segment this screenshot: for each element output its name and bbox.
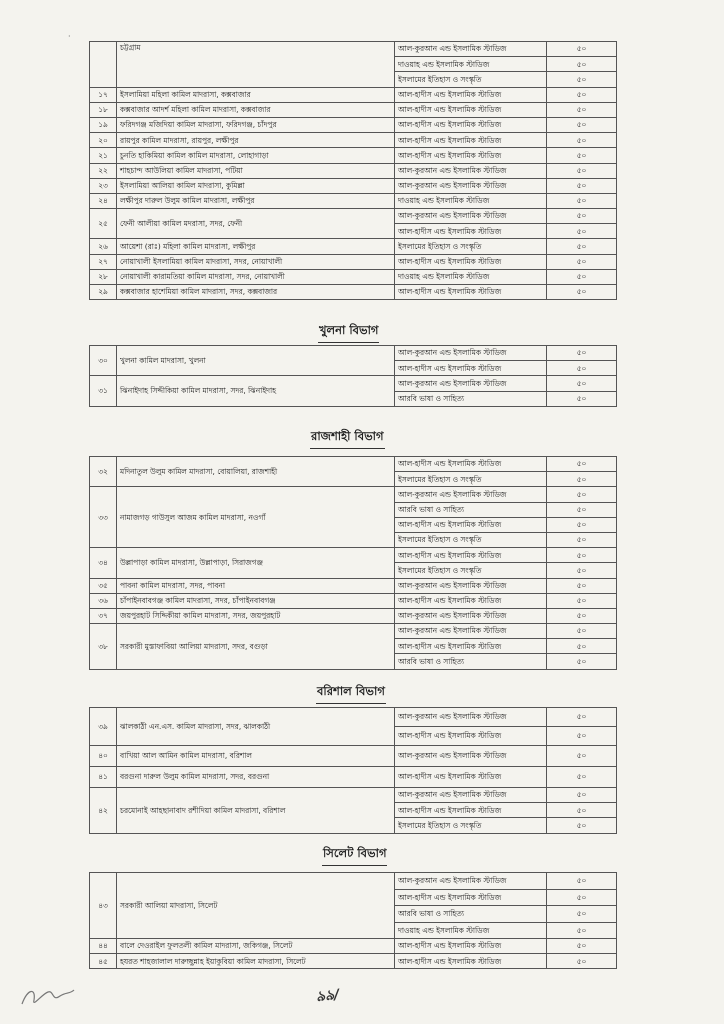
seat-cell: ৫০ [547, 708, 617, 727]
serial-cell: ৩২ [90, 457, 117, 487]
subject-cell: আল-হাদীস এন্ড ইসলামিক স্টাডিজ [395, 548, 547, 563]
subject-cell: আল-হাদীস এন্ড ইসলামিক স্টাডিজ [395, 117, 547, 132]
madrasa-name: ইসলামিয়া আলিয়া কামিল মাদরাসা, কুমিল্লা [117, 178, 395, 193]
madrasa-name: মদিনাতুল উলুম কামিল মাদরাসা, বোয়ালিয়া, রাজশাহী [117, 457, 395, 487]
subject-cell: ইসলামের ইতিহাস ও সংস্কৃতি [395, 472, 547, 487]
madrasa-name: হযরত শাহজালাল দারুচ্ছুন্নাহ ইয়াকুবিয়া কামিল মাদরাসা, সিলেট [117, 954, 395, 969]
table-row [90, 624, 617, 639]
table-row [90, 163, 617, 178]
subject-cell: আল-হাদীস এন্ড ইসলামিক স্টাডিজ [395, 939, 547, 954]
subject-cell: আল-হাদীস এন্ড ইসলামিক স্টাডিজ [395, 224, 547, 239]
subject-cell: আল-কুরআন এন্ড ইসলামিক স্টাডিজ [395, 487, 547, 502]
seat-cell: ৫০ [547, 906, 617, 923]
table-row [90, 178, 617, 193]
table-row [90, 487, 617, 502]
madrasa-name: কক্সবাজার হাশেমিয়া কামিল মাদরাসা, সদর, কক্সবাজার [117, 285, 395, 300]
subject-cell: আরবি ভাষা ও সাহিত্য [395, 391, 547, 406]
serial-cell: ৪৪ [90, 939, 117, 954]
table-row [90, 117, 617, 132]
serial-cell: ২০ [90, 133, 117, 148]
seat-cell: ৫০ [547, 285, 617, 300]
table-row [90, 148, 617, 163]
madrasa-name: বাখিয়া আল আমিন কামিল মাদরাসা, বরিশাল [117, 746, 395, 767]
subject-cell: আল-কুরআন এন্ড ইসলামিক স্টাডিজ [395, 376, 547, 391]
subject-cell: আল-কুরআন এন্ড ইসলামিক স্টাডিজ [395, 42, 547, 57]
subject-cell: আল-হাদীস এন্ড ইসলামিক স্টাডিজ [395, 889, 547, 906]
subject-cell: আল-হাদীস এন্ড ইসলামিক স্টাডিজ [395, 457, 547, 472]
seat-cell: ৫০ [547, 209, 617, 224]
seat-cell: ৫০ [547, 502, 617, 517]
table-row [90, 102, 617, 117]
subject-cell: দাওয়াহ এন্ড ইসলামিক স্টাডিজ [395, 193, 547, 208]
serial-cell: ১৭ [90, 87, 117, 102]
seat-cell: ৫০ [547, 954, 617, 969]
subject-cell: আল-কুরআন এন্ড ইসলামিক স্টাডিজ [395, 788, 547, 803]
serial-cell: ১৮ [90, 102, 117, 117]
madrasa-name: ঝিনাইদাহ সিদ্দীকিয়া কামিল মাদরাসা, সদর, ঝিনাইদাহ [117, 376, 395, 406]
subject-cell: আল-কুরআন এন্ড ইসলামিক স্টাডিজ [395, 163, 547, 178]
madrasa-name: ঝালকাঠী এন.এস. কামিল মাদরাসা, সদর, ঝালকাঠী [117, 708, 395, 746]
madrasa-name: রায়পুর কামিল মাদরাসা, রায়পুর, লক্ষীপুর [117, 133, 395, 148]
serial-cell: ৪১ [90, 767, 117, 788]
seat-cell: ৫০ [547, 254, 617, 269]
seat-cell: ৫০ [547, 818, 617, 833]
subject-cell: ইসলামের ইতিহাস ও সংস্কৃতি [395, 532, 547, 547]
subject-cell: আল-হাদীস এন্ড ইসলামিক স্টাডিজ [395, 954, 547, 969]
seat-cell: ৫০ [547, 102, 617, 117]
madrasa-name: কক্সবাজার আদর্শ মহিলা কামিল মাদরাসা, কক্সবাজার [117, 102, 395, 117]
seat-cell: ৫০ [547, 457, 617, 472]
serial-cell: ৩৯ [90, 708, 117, 746]
serial-cell: ২৫ [90, 209, 117, 239]
madrasa-name: নোয়াখালী কারামতিয়া কামিল মাদরাসা, সদর, নোয়াখালী [117, 269, 395, 284]
serial-cell: ৪৩ [90, 873, 117, 939]
seat-cell: ৫০ [547, 163, 617, 178]
serial-cell: ৩১ [90, 376, 117, 406]
seat-cell: ৫০ [547, 593, 617, 608]
subject-cell: আল-হাদীস এন্ড ইসলামিক স্টাডিজ [395, 639, 547, 654]
division-heading-barishal: বরিশাল বিভাগ [316, 683, 386, 704]
serial-cell: ৩৭ [90, 608, 117, 623]
madrasa-name: উল্লাপাড়া কামিল মাদরাসা, উল্লাপাড়া, সিরাজগঞ্জ [117, 548, 395, 578]
subject-cell: দাওয়াহ এন্ড ইসলামিক স্টাডিজ [395, 922, 547, 939]
seat-cell: ৫০ [547, 548, 617, 563]
table-row [90, 209, 617, 224]
subject-cell: আল-হাদীস এন্ড ইসলামিক স্টাডিজ [395, 285, 547, 300]
seat-cell: ৫০ [547, 87, 617, 102]
madrasa-name: ফরিদগঞ্জ মজিদিয়া কামিল মাদরাসা, ফরিদগঞ্জ, চাঁদপুর [117, 117, 395, 132]
table-row [90, 608, 617, 623]
subject-cell: আল-কুরআন এন্ড ইসলামিক স্টাডিজ [395, 608, 547, 623]
subject-cell: আল-হাদীস এন্ড ইসলামিক স্টাডিজ [395, 803, 547, 818]
seat-cell: ৫০ [547, 269, 617, 284]
subject-cell: আল-হাদীস এন্ড ইসলামিক স্টাডিজ [395, 133, 547, 148]
division-heading-sylhet: সিলেট বিভাগ [322, 845, 387, 866]
seat-cell: ৫০ [547, 57, 617, 72]
subject-cell: আল-কুরআন এন্ড ইসলামিক স্টাডিজ [395, 346, 547, 361]
subject-cell: আল-হাদীস এন্ড ইসলামিক স্টাডিজ [395, 727, 547, 746]
table-row [90, 87, 617, 102]
subject-cell: আল-কুরআন এন্ড ইসলামিক স্টাডিজ [395, 578, 547, 593]
table-row [90, 457, 617, 472]
subject-cell: আল-কুরআন এন্ড ইসলামিক স্টাডিজ [395, 209, 547, 224]
subject-cell: আল-কুরআন এন্ড ইসলামিক স্টাডিজ [395, 624, 547, 639]
seat-cell: ৫০ [547, 376, 617, 391]
seat-cell: ৫০ [547, 224, 617, 239]
madrasa-name: নামাজগড় গাউসুল আজম কামিল মাদরাসা, নওগাঁ [117, 487, 395, 548]
subject-cell: আল-হাদীস এন্ড ইসলামিক স্টাডিজ [395, 361, 547, 376]
seat-cell: ৫০ [547, 346, 617, 361]
seat-cell: ৫০ [547, 922, 617, 939]
seat-cell: ৫০ [547, 788, 617, 803]
serial-cell: ২২ [90, 163, 117, 178]
serial-cell: ২৯ [90, 285, 117, 300]
subject-cell: আল-হাদীস এন্ড ইসলামিক স্টাডিজ [395, 767, 547, 788]
subject-cell: ইসলামের ইতিহাস ও সংস্কৃতি [395, 818, 547, 833]
madrasa-name: বালে দেওরাইল ফুলতলী কামিল মাদরাসা, জকিগঞ্জ, সিলেট [117, 939, 395, 954]
serial-cell: ৩৮ [90, 624, 117, 670]
seat-cell: ৫০ [547, 72, 617, 87]
table-row [90, 593, 617, 608]
serial-cell: ২১ [90, 148, 117, 163]
seat-cell: ৫০ [547, 117, 617, 132]
page-signature: ৯৯/ [315, 986, 341, 1006]
khulna-table [89, 345, 617, 407]
serial-cell: ৪২ [90, 788, 117, 834]
seat-cell: ৫০ [547, 889, 617, 906]
madrasa-name: চরমোনাই আহছানাবাদ রশীদিয়া কামিল মাদরাসা, বরিশাল [117, 788, 395, 834]
seat-cell: ৫০ [547, 578, 617, 593]
madrasa-name: নোয়াখালী ইসলামিয়া কামিল মাদরাসা, সদর, নোয়াখালী [117, 254, 395, 269]
madrasa-name: চাঁপাইনবাবগঞ্জ কামিল মাদরাসা, সদর, চাঁপাইনবাবগঞ্জ [117, 593, 395, 608]
seat-cell: ৫০ [547, 148, 617, 163]
table-row [90, 788, 617, 803]
subject-cell: আল-কুরআন এন্ড ইসলামিক স্টাডিজ [395, 178, 547, 193]
sylhet-table [89, 872, 617, 969]
serial-cell: ২৮ [90, 269, 117, 284]
table-row [90, 193, 617, 208]
subject-cell: আল-কুরআন এন্ড ইসলামিক স্টাডিজ [395, 873, 547, 890]
madrasa-name: ফেনী আলীয়া কামিল মদরাসা, সদর, ফেনী [117, 209, 395, 239]
madrasa-name: শাহচান্দ আউলিয়া কামিল মাদরাসা, পটিয়া [117, 163, 395, 178]
table-row [90, 708, 617, 727]
seat-cell: ৫০ [547, 767, 617, 788]
serial-cell: ২৬ [90, 239, 117, 254]
table-row [90, 376, 617, 391]
subject-cell: আল-হাদীস এন্ড ইসলামিক স্টাডিজ [395, 102, 547, 117]
serial-cell: ২৭ [90, 254, 117, 269]
madrasa-name: আয়েশা (রাঃ) মহিলা কামিল মাদরাসা, লক্ষীপুর [117, 239, 395, 254]
chattogram-table [89, 41, 617, 300]
seat-cell: ৫০ [547, 639, 617, 654]
seat-cell: ৫০ [547, 178, 617, 193]
table-row [90, 767, 617, 788]
serial-cell: ৩৩ [90, 487, 117, 548]
table-row [90, 254, 617, 269]
seat-cell: ৫০ [547, 517, 617, 532]
serial-cell: ২৩ [90, 178, 117, 193]
seat-cell: ৫০ [547, 361, 617, 376]
division-heading-rajshahi: রাজশাহী বিভাগ [310, 428, 385, 449]
division-heading-khulna: খুলনা বিভাগ [318, 322, 379, 343]
subject-cell: দাওয়াহ এন্ড ইসলামিক স্টাডিজ [395, 269, 547, 284]
subject-cell: আল-হাদীস এন্ড ইসলামিক স্টাডিজ [395, 148, 547, 163]
seat-cell: ৫০ [547, 873, 617, 890]
table-row [90, 346, 617, 361]
subject-cell: ইসলামের ইতিহাস ও সংস্কৃতি [395, 239, 547, 254]
subject-cell: আল-হাদীস এন্ড ইসলামিক স্টাডিজ [395, 254, 547, 269]
seat-cell: ৫০ [547, 563, 617, 578]
serial-cell: ৪৫ [90, 954, 117, 969]
subject-cell: আল-কুরআন এন্ড ইসলামিক স্টাডিজ [395, 746, 547, 767]
subject-cell: আরবি ভাষা ও সাহিত্য [395, 502, 547, 517]
table-row [90, 873, 617, 890]
table-row [90, 578, 617, 593]
scan-mark: · [68, 32, 71, 41]
seat-cell: ৫০ [547, 487, 617, 502]
handwritten-initials [18, 982, 78, 1012]
serial-cell: ৩৪ [90, 548, 117, 578]
seat-cell: ৫০ [547, 133, 617, 148]
table-row [90, 939, 617, 954]
subject-cell: আল-হাদীস এন্ড ইসলামিক স্টাডিজ [395, 87, 547, 102]
table-row [90, 42, 617, 57]
subject-cell: আরবি ভাষা ও সাহিত্য [395, 654, 547, 669]
seat-cell: ৫০ [547, 391, 617, 406]
serial-cell: ৩০ [90, 346, 117, 376]
subject-cell: আল-হাদীস এন্ড ইসলামিক স্টাডিজ [395, 517, 547, 532]
seat-cell: ৫০ [547, 727, 617, 746]
serial-cell: ৪০ [90, 746, 117, 767]
serial-cell [90, 42, 117, 88]
seat-cell: ৫০ [547, 654, 617, 669]
subject-cell: দাওয়াহ এন্ড ইসলামিক স্টাডিজ [395, 57, 547, 72]
serial-cell: ৩৬ [90, 593, 117, 608]
seat-cell: ৫০ [547, 746, 617, 767]
madrasa-name: লক্ষীপুর দারুল উলুম কামিল মাদরাসা, লক্ষীপুর [117, 193, 395, 208]
table-row [90, 239, 617, 254]
serial-cell: ১৯ [90, 117, 117, 132]
seat-cell: ৫০ [547, 42, 617, 57]
table-row [90, 133, 617, 148]
seat-cell: ৫০ [547, 608, 617, 623]
table-row [90, 285, 617, 300]
subject-cell: ইসলামের ইতিহাস ও সংস্কৃতি [395, 563, 547, 578]
serial-cell: ৩৫ [90, 578, 117, 593]
madrasa-name: সরকারী মুস্তাফাবিয়া আলিয়া মাদরাসা, সদর, বগুড়া [117, 624, 395, 670]
madrasa-name: চুনতি হাকিমিয়া কামিল কামিল মাদরাসা, লোহাগাড়া [117, 148, 395, 163]
table-row [90, 269, 617, 284]
subject-cell: আল-হাদীস এন্ড ইসলামিক স্টাডিজ [395, 593, 547, 608]
table-row [90, 548, 617, 563]
barishal-table [89, 707, 617, 834]
table-row [90, 954, 617, 969]
madrasa-name: খুলনা কামিল মাদরাসা, খুলনা [117, 346, 395, 376]
seat-cell: ৫০ [547, 939, 617, 954]
serial-cell: ২৪ [90, 193, 117, 208]
madrasa-name: জয়পুরহাট সিদ্দিকীয়া কামিল মাদরাসা, সদর, জয়পুরহাট [117, 608, 395, 623]
subject-cell: আরবি ভাষা ও সাহিত্য [395, 906, 547, 923]
table-row [90, 746, 617, 767]
madrasa-name: চট্টগ্রাম [117, 42, 395, 88]
madrasa-name: পাবনা কামিল মাদরাসা, সদর, পাবনা [117, 578, 395, 593]
madrasa-name: বরগুনা দারুল উলুম কামিল মাদরাসা, সদর, বরগুনা [117, 767, 395, 788]
seat-cell: ৫০ [547, 239, 617, 254]
subject-cell: আল-কুরআন এন্ড ইসলামিক স্টাডিজ [395, 708, 547, 727]
seat-cell: ৫০ [547, 472, 617, 487]
seat-cell: ৫০ [547, 193, 617, 208]
seat-cell: ৫০ [547, 624, 617, 639]
seat-cell: ৫০ [547, 803, 617, 818]
seat-cell: ৫০ [547, 532, 617, 547]
subject-cell: ইসলামের ইতিহাস ও সংস্কৃতি [395, 72, 547, 87]
madrasa-name: সরকারী আলিয়া মাদরাসা, সিলেট [117, 873, 395, 939]
madrasa-name: ইসলামিয়া মহিলা কামিল মাদরাসা, কক্সবাজার [117, 87, 395, 102]
rajshahi-table [89, 456, 617, 670]
